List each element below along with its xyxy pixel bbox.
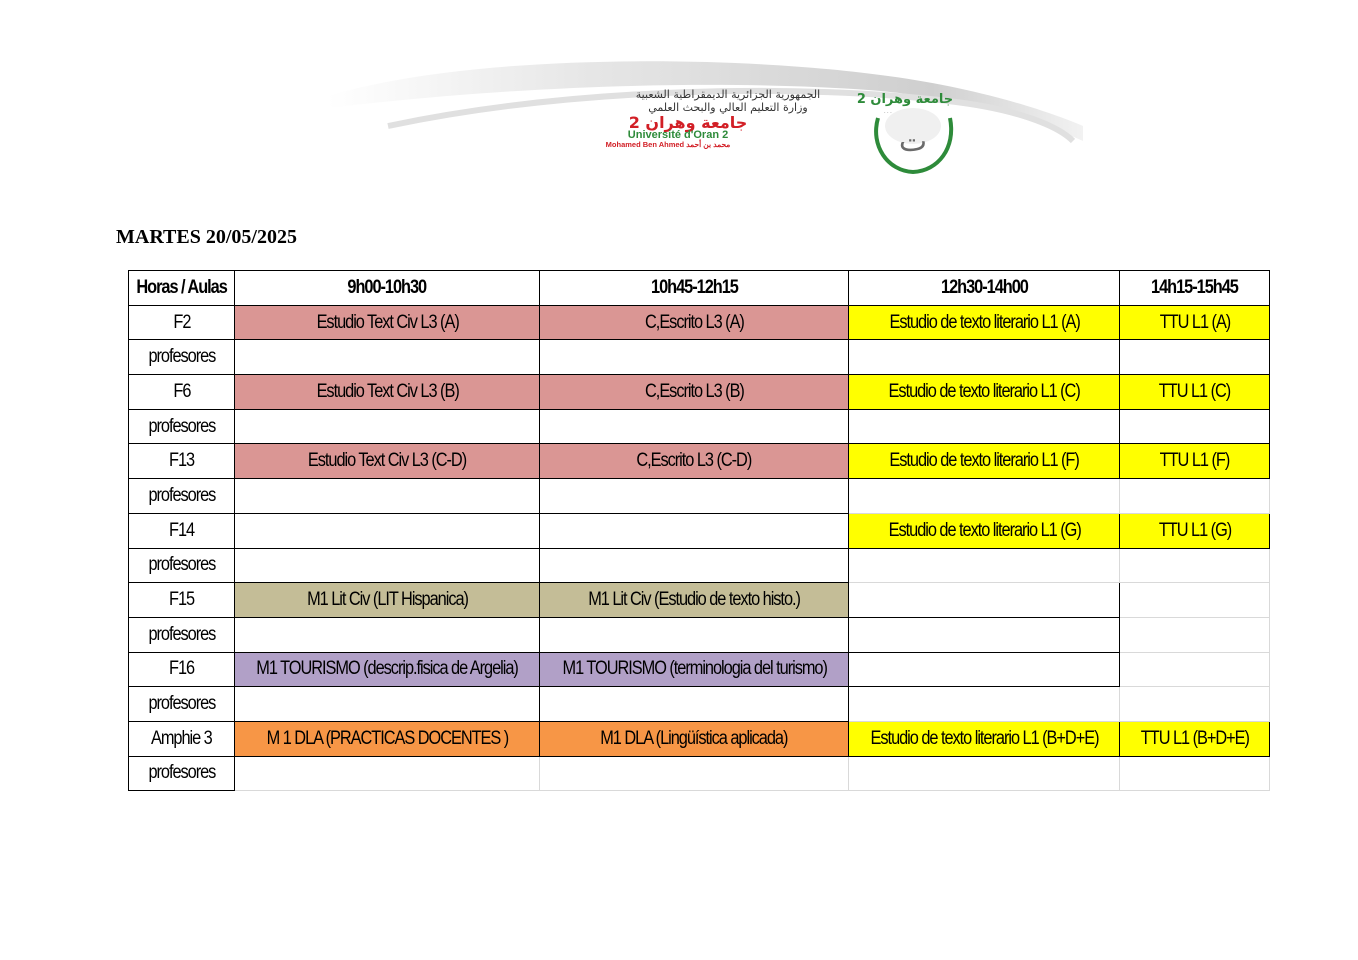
teacher-row [129, 756, 1270, 791]
room-cell: F16 [129, 652, 235, 687]
slot-header-3: 12h30-14h00 [849, 271, 1120, 306]
university-subtitle: Mohamed Ben Ahmed محمد بن أحمد [605, 140, 731, 149]
class-cell: Estudio de texto literario L1 (B+D+E) [849, 721, 1120, 756]
class-cell: TTU L1 (C) [1120, 375, 1270, 410]
teacher-label: profesores [129, 340, 235, 375]
class-cell [1120, 583, 1270, 618]
table-row [129, 652, 1270, 687]
class-cell: M1 Lit Civ (Estudio de texto histo.) [540, 583, 849, 618]
teacher-row [129, 687, 1270, 722]
arabic-university-name: جامعة وهران 2 [628, 113, 748, 132]
class-cell: TTU L1 (A) [1120, 305, 1270, 340]
teacher-cell [849, 409, 1120, 444]
class-cell: C,Escrito L3 (A) [540, 305, 849, 340]
teacher-cell [849, 617, 1120, 652]
table-row [129, 305, 1270, 340]
teacher-label: profesores [129, 548, 235, 583]
logo-initial: ت [898, 124, 928, 159]
class-cell [1120, 652, 1270, 687]
logo-small-text: · · · [884, 110, 892, 116]
class-cell: M1 DLA (Lingüística aplicada) [540, 721, 849, 756]
schedule-table [128, 270, 1270, 791]
teacher-row [129, 617, 1270, 652]
teacher-cell [235, 756, 540, 791]
university-header-banner [328, 56, 1083, 182]
teacher-cell [540, 548, 849, 583]
teacher-cell [1120, 617, 1270, 652]
table-header-row [129, 271, 1270, 306]
banner-graphic [328, 56, 1083, 182]
class-cell: M1 TOURISMO (descrip.fisica de Argelia) [235, 652, 540, 687]
table-row [129, 583, 1270, 618]
teacher-cell [1120, 548, 1270, 583]
teacher-row [129, 409, 1270, 444]
teacher-cell [540, 617, 849, 652]
arabic-ministry-line: وزارة التعليم العالي والبحث العلمي [648, 101, 808, 114]
room-cell: Amphie 3 [129, 721, 235, 756]
room-cell: F6 [129, 375, 235, 410]
teacher-row [129, 548, 1270, 583]
slot-header-2: 10h45-12h15 [540, 271, 849, 306]
teacher-label: profesores [129, 756, 235, 791]
teacher-cell [235, 340, 540, 375]
university-name-fr: Université d'Oran 2 [627, 129, 729, 141]
slot-header-4: 14h15-15h45 [1120, 271, 1270, 306]
teacher-cell [849, 548, 1120, 583]
arabic-republic-line: الجمهورية الجزائرية الديمقراطية الشعبية [635, 88, 821, 101]
teacher-cell [235, 479, 540, 514]
logo-arabic-name: جامعة وهران 2 [856, 92, 954, 107]
class-cell: M1 Lit Civ (LIT Hispanica) [235, 583, 540, 618]
teacher-cell [1120, 409, 1270, 444]
teacher-cell [540, 340, 849, 375]
table-row [129, 444, 1270, 479]
teacher-cell [235, 687, 540, 722]
teacher-label: profesores [129, 409, 235, 444]
table-row [129, 513, 1270, 548]
teacher-cell [1120, 340, 1270, 375]
class-cell: Estudio de texto literario L1 (C) [849, 375, 1120, 410]
teacher-cell [540, 756, 849, 791]
teacher-row [129, 479, 1270, 514]
teacher-cell [540, 409, 849, 444]
room-cell: F14 [129, 513, 235, 548]
teacher-cell [849, 687, 1120, 722]
teacher-cell [1120, 479, 1270, 514]
class-cell: TTU L1 (G) [1120, 513, 1270, 548]
class-cell: TTU L1 (B+D+E) [1120, 721, 1270, 756]
class-cell: TTU L1 (F) [1120, 444, 1270, 479]
teacher-cell [540, 479, 849, 514]
class-cell: M1 TOURISMO (terminologia del turismo) [540, 652, 849, 687]
teacher-cell [235, 617, 540, 652]
class-cell: Estudio Text Civ L3 (C-D) [235, 444, 540, 479]
teacher-label: profesores [129, 617, 235, 652]
table-row [129, 721, 1270, 756]
class-cell: Estudio Text Civ L3 (B) [235, 375, 540, 410]
teacher-label: profesores [129, 687, 235, 722]
class-cell: C,Escrito L3 (C-D) [540, 444, 849, 479]
class-cell: Estudio de texto literario L1 (F) [849, 444, 1120, 479]
page-date-title: MARTES 20/05/2025 [116, 226, 297, 248]
corner-cell: Horas / Aulas [129, 271, 235, 306]
slot-header-1: 9h00-10h30 [235, 271, 540, 306]
teacher-cell [540, 687, 849, 722]
class-cell [540, 513, 849, 548]
teacher-cell [1120, 687, 1270, 722]
university-logo [857, 92, 953, 172]
teacher-row [129, 340, 1270, 375]
room-cell: F15 [129, 583, 235, 618]
teacher-label: profesores [129, 479, 235, 514]
teacher-cell [235, 548, 540, 583]
class-cell: C,Escrito L3 (B) [540, 375, 849, 410]
teacher-cell [849, 340, 1120, 375]
class-cell: Estudio de texto literario L1 (G) [849, 513, 1120, 548]
room-cell: F13 [129, 444, 235, 479]
teacher-cell [235, 409, 540, 444]
teacher-cell [849, 479, 1120, 514]
room-cell: F2 [129, 305, 235, 340]
class-cell [849, 652, 1120, 687]
class-cell: Estudio Text Civ L3 (A) [235, 305, 540, 340]
class-cell: Estudio de texto literario L1 (A) [849, 305, 1120, 340]
table-row [129, 375, 1270, 410]
class-cell [235, 513, 540, 548]
teacher-cell [1120, 756, 1270, 791]
teacher-cell [849, 756, 1120, 791]
class-cell [849, 583, 1120, 618]
class-cell: M 1 DLA (PRACTICAS DOCENTES ) [235, 721, 540, 756]
